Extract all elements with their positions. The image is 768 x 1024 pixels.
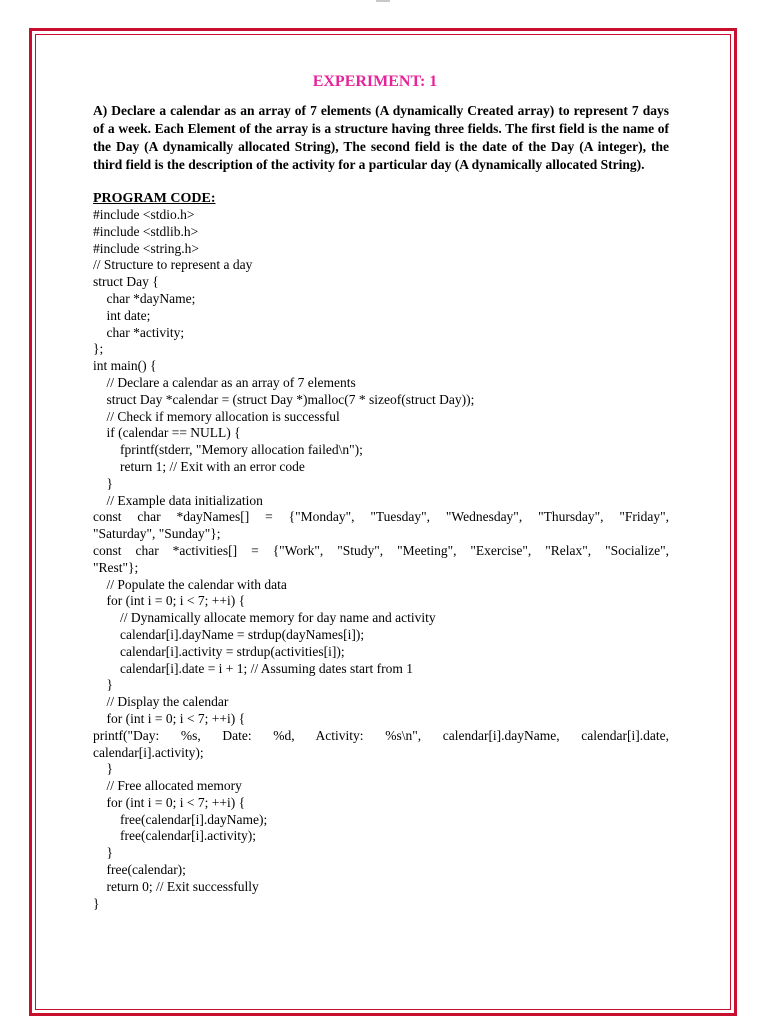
code-line: } [93,475,113,491]
code-line: calendar[i].activity = strdup(activities[i]); [93,643,345,659]
code-line: free(calendar[i].dayName); [93,811,268,827]
code-line: char *activity; [93,324,185,340]
code-line: const char *dayNames[] = {"Monday", "Tuesday", "Wednesday", "Thursday", "Friday", [93,509,669,525]
code-line: for (int i = 0; i < 7; ++i) { [93,593,246,609]
experiment-title: EXPERIMENT: 1 [312,73,438,90]
code-line: #include <stdio.h> [93,207,195,222]
code-line: int main() { [93,358,157,374]
code-line: // Display the calendar [93,694,229,710]
code-line: struct Day { [93,274,159,290]
code-line: #include <stdlib.h> [93,223,199,239]
code-line: "Saturday", "Sunday"}; [93,526,221,542]
code-line: return 0; // Exit successfully [93,878,259,894]
code-line: calendar[i].date = i + 1; // Assuming dates start from 1 [93,660,414,676]
code-line: // Declare a calendar as an array of 7 elements [93,374,356,390]
code-line: return 1; // Exit with an error code [93,458,305,474]
code-line: }; [93,341,104,357]
program-code-heading: PROGRAM CODE: [93,191,216,206]
code-line: if (calendar == NULL) { [93,425,241,441]
code-line: } [93,845,113,861]
code-line: } [93,677,113,693]
code-line: calendar[i].dayName = strdup(dayNames[i]); [93,626,365,642]
code-line: int date; [93,307,151,323]
code-line: printf("Day: %s, Date: %d, Activity: %s\n", calendar[i].dayName, calendar[i].date, [93,727,669,743]
code-line: // Dynamically allocate memory for day name and activity [93,610,436,626]
code-line: for (int i = 0; i < 7; ++i) { [93,794,246,810]
code-line: fprintf(stderr, "Memory allocation failed\n"); [93,442,363,458]
top-mark [376,0,390,2]
content-area [93,70,669,912]
code-line: // Check if memory allocation is successful [93,408,340,424]
code-line: for (int i = 0; i < 7; ++i) { [93,710,246,726]
code-line: // Free allocated memory [93,778,242,794]
code-line: calendar[i].activity); [93,744,204,760]
code-line: // Structure to represent a day [93,257,253,273]
code-block [93,207,669,912]
code-line: free(calendar); [93,862,186,878]
code-line: // Example data initialization [93,492,263,508]
code-line: #include <string.h> [93,240,199,256]
code-line: } [93,895,100,911]
code-line: free(calendar[i].activity); [93,828,257,844]
code-line: // Populate the calendar with data [93,576,287,592]
question-text: A) Declare a calendar as an array of 7 elements (A dynamically Created array) to represent 7 days of a week. Each Element of the array is a structure having three fields. The first field is the name of the Day (A dynamically allocated String), The second field is the date of the Day (A integer), the third field is the description of the activity for a particular day (A dynamically allocated String). [93,103,669,172]
code-line: char *dayName; [93,290,196,306]
code-line: } [93,761,113,777]
code-line: "Rest"}; [93,559,139,575]
code-line: struct Day *calendar = (struct Day *)malloc(7 * sizeof(struct Day)); [93,391,475,407]
code-line: const char *activities[] = {"Work", "Study", "Meeting", "Exercise", "Relax", "Socialize", [93,542,669,558]
